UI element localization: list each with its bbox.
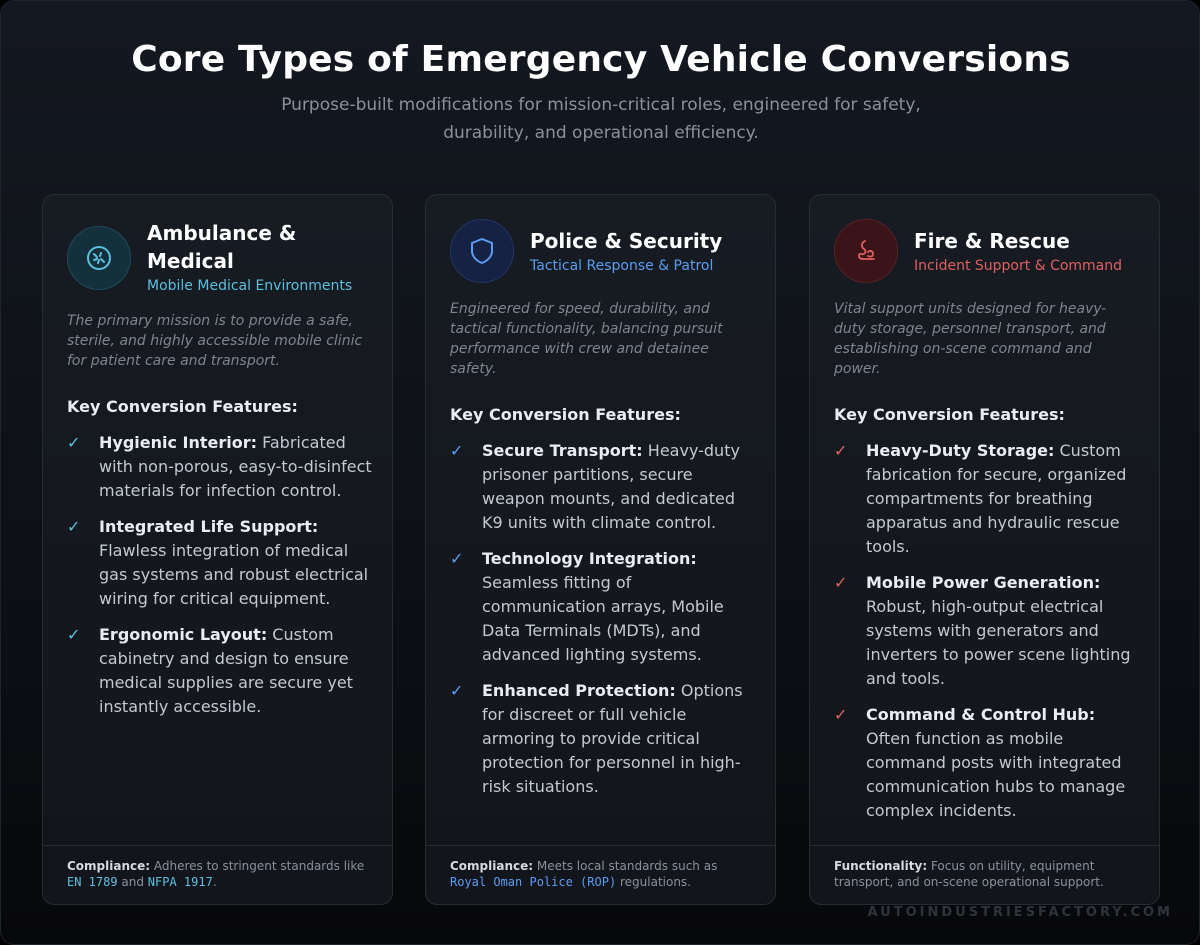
card-title: Police & Security xyxy=(530,228,723,253)
features-heading: Key Conversion Features: xyxy=(450,405,681,424)
feature-name: Enhanced Protection: xyxy=(482,681,676,700)
card-footer xyxy=(43,845,392,904)
feature-list xyxy=(834,439,1141,835)
shield-icon xyxy=(450,219,514,283)
feature-name: Secure Transport: xyxy=(482,441,643,460)
card-fire xyxy=(809,194,1160,905)
check-icon: ✓ xyxy=(834,705,848,724)
feature-name: Command & Control Hub: xyxy=(866,705,1096,724)
feature-text: Robust, high-output electrical systems with generators and inverters to power scene lighting and tools. xyxy=(866,597,1131,688)
card-tagline: Tactical Response & Patrol xyxy=(530,257,714,274)
feature-item xyxy=(450,439,757,535)
features-heading: Key Conversion Features: xyxy=(834,405,1065,424)
card-header xyxy=(834,219,1143,283)
card-tagline: Mobile Medical Environments xyxy=(147,278,353,294)
standard-code: Royal Oman Police (ROP) xyxy=(450,875,617,889)
card-title: Fire & Rescue xyxy=(914,228,1070,253)
check-icon: ✓ xyxy=(67,517,81,536)
site-watermark: AUTOINDUSTRIESFACTORY.COM xyxy=(867,905,1173,920)
feature-text: Seamless fitting of communication arrays, Mobile Data Terminals (MDTs), and advanced lighting systems. xyxy=(482,573,724,664)
check-icon: ✓ xyxy=(834,441,848,460)
feature-text: Custom cabinetry and design to ensure medical supplies are secure yet instantly accessible. xyxy=(99,625,353,716)
footer-label: Compliance: xyxy=(450,859,534,873)
card-header xyxy=(67,219,376,296)
footer-and: and xyxy=(117,875,148,889)
feature-item xyxy=(67,515,374,611)
feature-name: Ergonomic Layout: xyxy=(99,625,268,644)
card-police xyxy=(425,194,776,905)
footer-text: Meets local standards such as xyxy=(533,859,718,873)
feature-list xyxy=(67,431,374,731)
check-icon: ✓ xyxy=(450,681,464,700)
card-description: Vital support units designed for heavy-duty storage, personnel transport, and establishing on-scene command and power. xyxy=(834,301,1107,377)
card-description: Engineered for speed, durability, and tactical functionality, balancing pursuit performance with crew and detainee safety. xyxy=(450,301,723,377)
footer-label: Compliance: xyxy=(67,859,151,873)
card-footer xyxy=(810,845,1159,904)
feature-name: Hygienic Interior: xyxy=(99,433,258,452)
standard-code: NFPA 1917 xyxy=(147,875,213,889)
card-tagline: Incident Support & Command xyxy=(914,257,1123,274)
check-icon: ✓ xyxy=(834,573,848,592)
feature-list xyxy=(450,439,757,811)
footer-text: Focus on utility, equipment transport, and on-scene operational support. xyxy=(834,859,1104,889)
feature-item xyxy=(450,547,757,667)
standard-code: EN 1789 xyxy=(67,875,118,889)
page-subtitle xyxy=(251,91,951,147)
feature-item xyxy=(67,623,374,719)
feature-item xyxy=(834,703,1141,823)
feature-name: Integrated Life Support: xyxy=(99,517,319,536)
check-icon: ✓ xyxy=(67,433,81,452)
features-heading: Key Conversion Features: xyxy=(67,397,298,416)
card-footer xyxy=(426,845,775,904)
feature-name: Heavy-Duty Storage: xyxy=(866,441,1055,460)
fire-hose-icon xyxy=(834,219,898,283)
feature-item xyxy=(450,679,757,799)
feature-item xyxy=(834,571,1141,691)
feature-text: Custom fabrication for secure, organized compartments for breathing apparatus and hydraulic rescue tools. xyxy=(866,441,1127,556)
feature-text: Often function as mobile command posts with integrated communication hubs to manage complex incidents. xyxy=(866,729,1126,820)
page-title: Core Types of Emergency Vehicle Conversions xyxy=(131,39,1071,80)
subtitle-line-1: Purpose-built modifications for mission-critical roles, engineered for safety, xyxy=(281,95,921,115)
footer-label: Functionality: xyxy=(834,859,928,873)
card-ambulance xyxy=(42,194,393,905)
footer-end: . xyxy=(212,875,217,889)
feature-name: Mobile Power Generation: xyxy=(866,573,1101,592)
check-icon: ✓ xyxy=(67,625,81,644)
footer-text: Adheres to stringent standards like xyxy=(150,859,365,873)
card-header xyxy=(450,219,759,283)
feature-text: Options for discreet or full vehicle armoring to provide critical protection for personnel in high-risk situations. xyxy=(482,681,743,796)
feature-text: Flawless integration of medical gas systems and robust electrical wiring for critical equipment. xyxy=(99,541,369,608)
feature-item xyxy=(67,431,374,503)
card-title: Ambulance & Medical xyxy=(147,221,297,273)
feature-text: Fabricated with non-porous, easy-to-disinfect materials for infection control. xyxy=(99,433,372,500)
stethoscope-icon xyxy=(67,226,131,290)
subtitle-line-2: durability, and operational efficiency. xyxy=(443,123,759,143)
card-description: The primary mission is to provide a safe, sterile, and highly accessible mobile clinic for patient care and transport. xyxy=(67,313,363,369)
check-icon: ✓ xyxy=(450,549,464,568)
check-icon: ✓ xyxy=(450,441,464,460)
footer-end: regulations. xyxy=(616,875,692,889)
feature-item xyxy=(834,439,1141,559)
feature-text: Heavy-duty prisoner partitions, secure weapon mounts, and dedicated K9 units with climate control. xyxy=(482,441,740,532)
feature-name: Technology Integration: xyxy=(482,549,697,568)
